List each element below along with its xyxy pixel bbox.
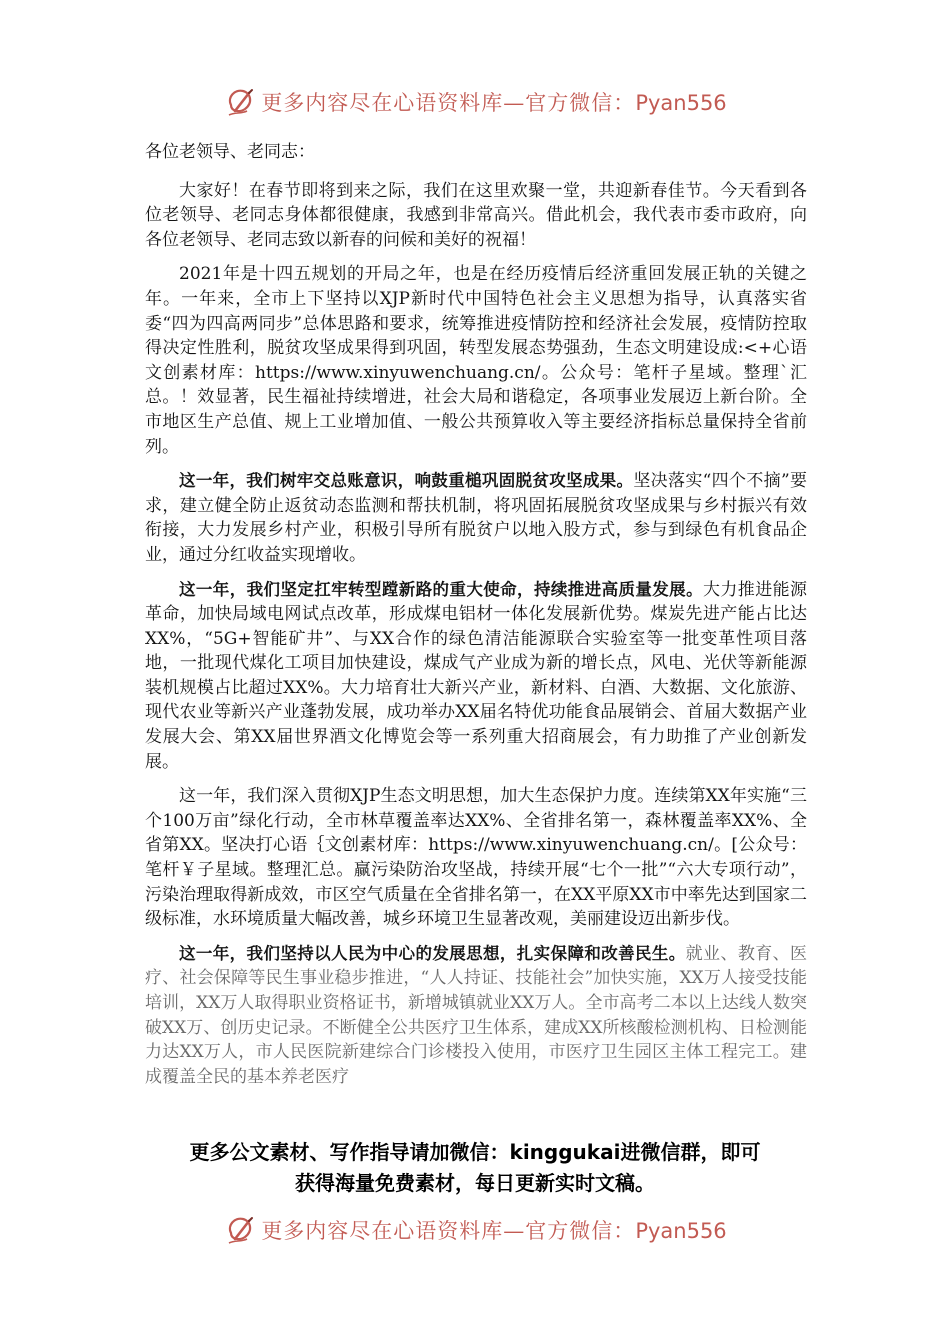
paragraph-overview: 2021年是十四五规划的开局之年，也是在经历疫情后经济重回发展正轨的关键之年。一年来，全市上下坚持以XJP新时代中国特色社会主义思想为指导，认真落实省委“四为四高两同步”总体思路和要求，统筹推进疫情防控和经济社会发展，疫情防控取得决定性胜利，脱贫攻坚成果得到巩固，转型发展态势强劲，生态文明建设成:<+心语文创素材库：https://www.xinyuwenchuang.cn/。公众号：笔杆子星域。整理`汇总。！效显著，民生福祉持续增进，社会大局和谐稳定，各项事业发展迈上新台阶。全市地区生产总值、规上工业增加值、一般公共预算收入等主要经济指标总量保持全省前列。 bbox=[145, 264, 807, 457]
promo-line-1: 更多公文素材、写作指导请加微信：kinggukai进微信群，即可 bbox=[189, 1140, 761, 1164]
paragraph-greeting: 大家好！在春节即将到来之际，我们在这里欢聚一堂，共迎新春佳节。今天看到各位老领导、老同志身体都很健康，我感到非常高兴。借此机会，我代表市委市政府，向各位老领导、老同志致以新春的问候和美好的祝福！ bbox=[145, 180, 807, 250]
header-banner-text: 更多内容尽在心语资料库—官方微信：Pyan556 bbox=[261, 91, 727, 115]
document-body bbox=[145, 140, 807, 1099]
header-banner bbox=[0, 82, 950, 122]
paragraph-transformation-text: 大力推进能源革命，加快局域电网试点改革，形成煤电铝材一体化发展新优势。煤炭先进产能占比达XX%，“5G+智能矿井”、与XX合作的绿色清洁能源联合实验室等一批变革性项目落地，一批现代煤化工项目加快建设，煤成气产业成为新的增长点，风电、光伏等新能源装机规模占比超过XX%。大力培育壮大新兴产业，新材料、白酒、大数据、文化旅游、现代农业等新兴产业蓬勃发展，成功举办XX届名特优功能食品展销会、首届大数据产业发展大会、第XX届世界酒文化博览会等一系列重大招商展会，有力助推了产业创新发展。 bbox=[145, 579, 808, 772]
paragraph-livelihood-text: 就业、教育、医疗、社会保障等民生事业稳步推进，“人人持证、技能社会”加快实施，XX万人接受技能培训，XX万人取得职业资格证书，新增城镇就业XX万人。全市高考二本以上达线人数突破XX万、创历史记录。不断健全公共医疗卫生体系，建成XX所核酸检测机构、日检测能力达XX万人，市人民医院新建综合门诊楼投入使用，市医疗卫生园区主体工程完工。建成覆盖全民的基本养老医疗 bbox=[145, 943, 808, 1087]
salutation: 各位老领导、老同志： bbox=[145, 142, 315, 162]
paragraph-transformation-heading: 这一年，我们坚定扛牢转型蹚新路的重大使命，持续推进高质量发展。 bbox=[179, 579, 703, 599]
paragraph-poverty-text: 坚决落实“四个不摘”要求，建立健全防止返贫动态监测和帮扶机制，将巩固拓展脱贫攻坚成果与乡村振兴有效衔接，大力发展乡村产业，积极引导所有脱贫户以地入股方式，参与到绿色有机食品企业，通过分红收益实现增收。 bbox=[145, 471, 807, 565]
paragraph-livelihood bbox=[145, 942, 807, 1090]
header-wechat-id: Pyan556 bbox=[635, 91, 727, 115]
footer-wechat-id: Pyan556 bbox=[635, 1219, 727, 1243]
footer-banner bbox=[0, 1210, 950, 1250]
promo-notice bbox=[0, 1137, 950, 1199]
paragraph-ecology: 这一年，我们深入贯彻XJP生态文明思想，加大生态保护力度。连续第XX年实施“三个100万亩”绿化行动，全市林草覆盖率达XX%、全省排名第一，森林覆盖率XX%、全省第XX。坚决打心语｛文创素材库：https://www.xinyuwenchuang.cn/。[公众号：笔杆￥子星域。整理汇总。赢污染防治攻坚战，持续开展“七个一批”“六大专项行动”，污染治理取得新成效，市区空气质量在全省排名第一，在XX平原XX市中率先达到国家二级标准，水环境质量大幅改善，城乡环境卫生显著改观，美丽建设迈出新步伐。 bbox=[145, 786, 807, 930]
paragraph-livelihood-heading: 这一年，我们坚持以人民为中心的发展思想，扎实保障和改善民生。 bbox=[179, 943, 686, 963]
footer-banner-text: 更多内容尽在心语资料库—官方微信：Pyan556 bbox=[261, 1219, 727, 1243]
pen-swirl-logo-icon bbox=[223, 1213, 257, 1247]
pen-swirl-logo-icon bbox=[223, 85, 257, 119]
promo-line-2: 获得海量免费素材，每日更新实时文稿。 bbox=[295, 1171, 655, 1195]
paragraph-poverty bbox=[145, 469, 807, 567]
paragraph-poverty-heading: 这一年，我们树牢交总账意识，响鼓重槌巩固脱贫攻坚成果。 bbox=[179, 471, 634, 491]
paragraph-transformation bbox=[145, 578, 807, 775]
